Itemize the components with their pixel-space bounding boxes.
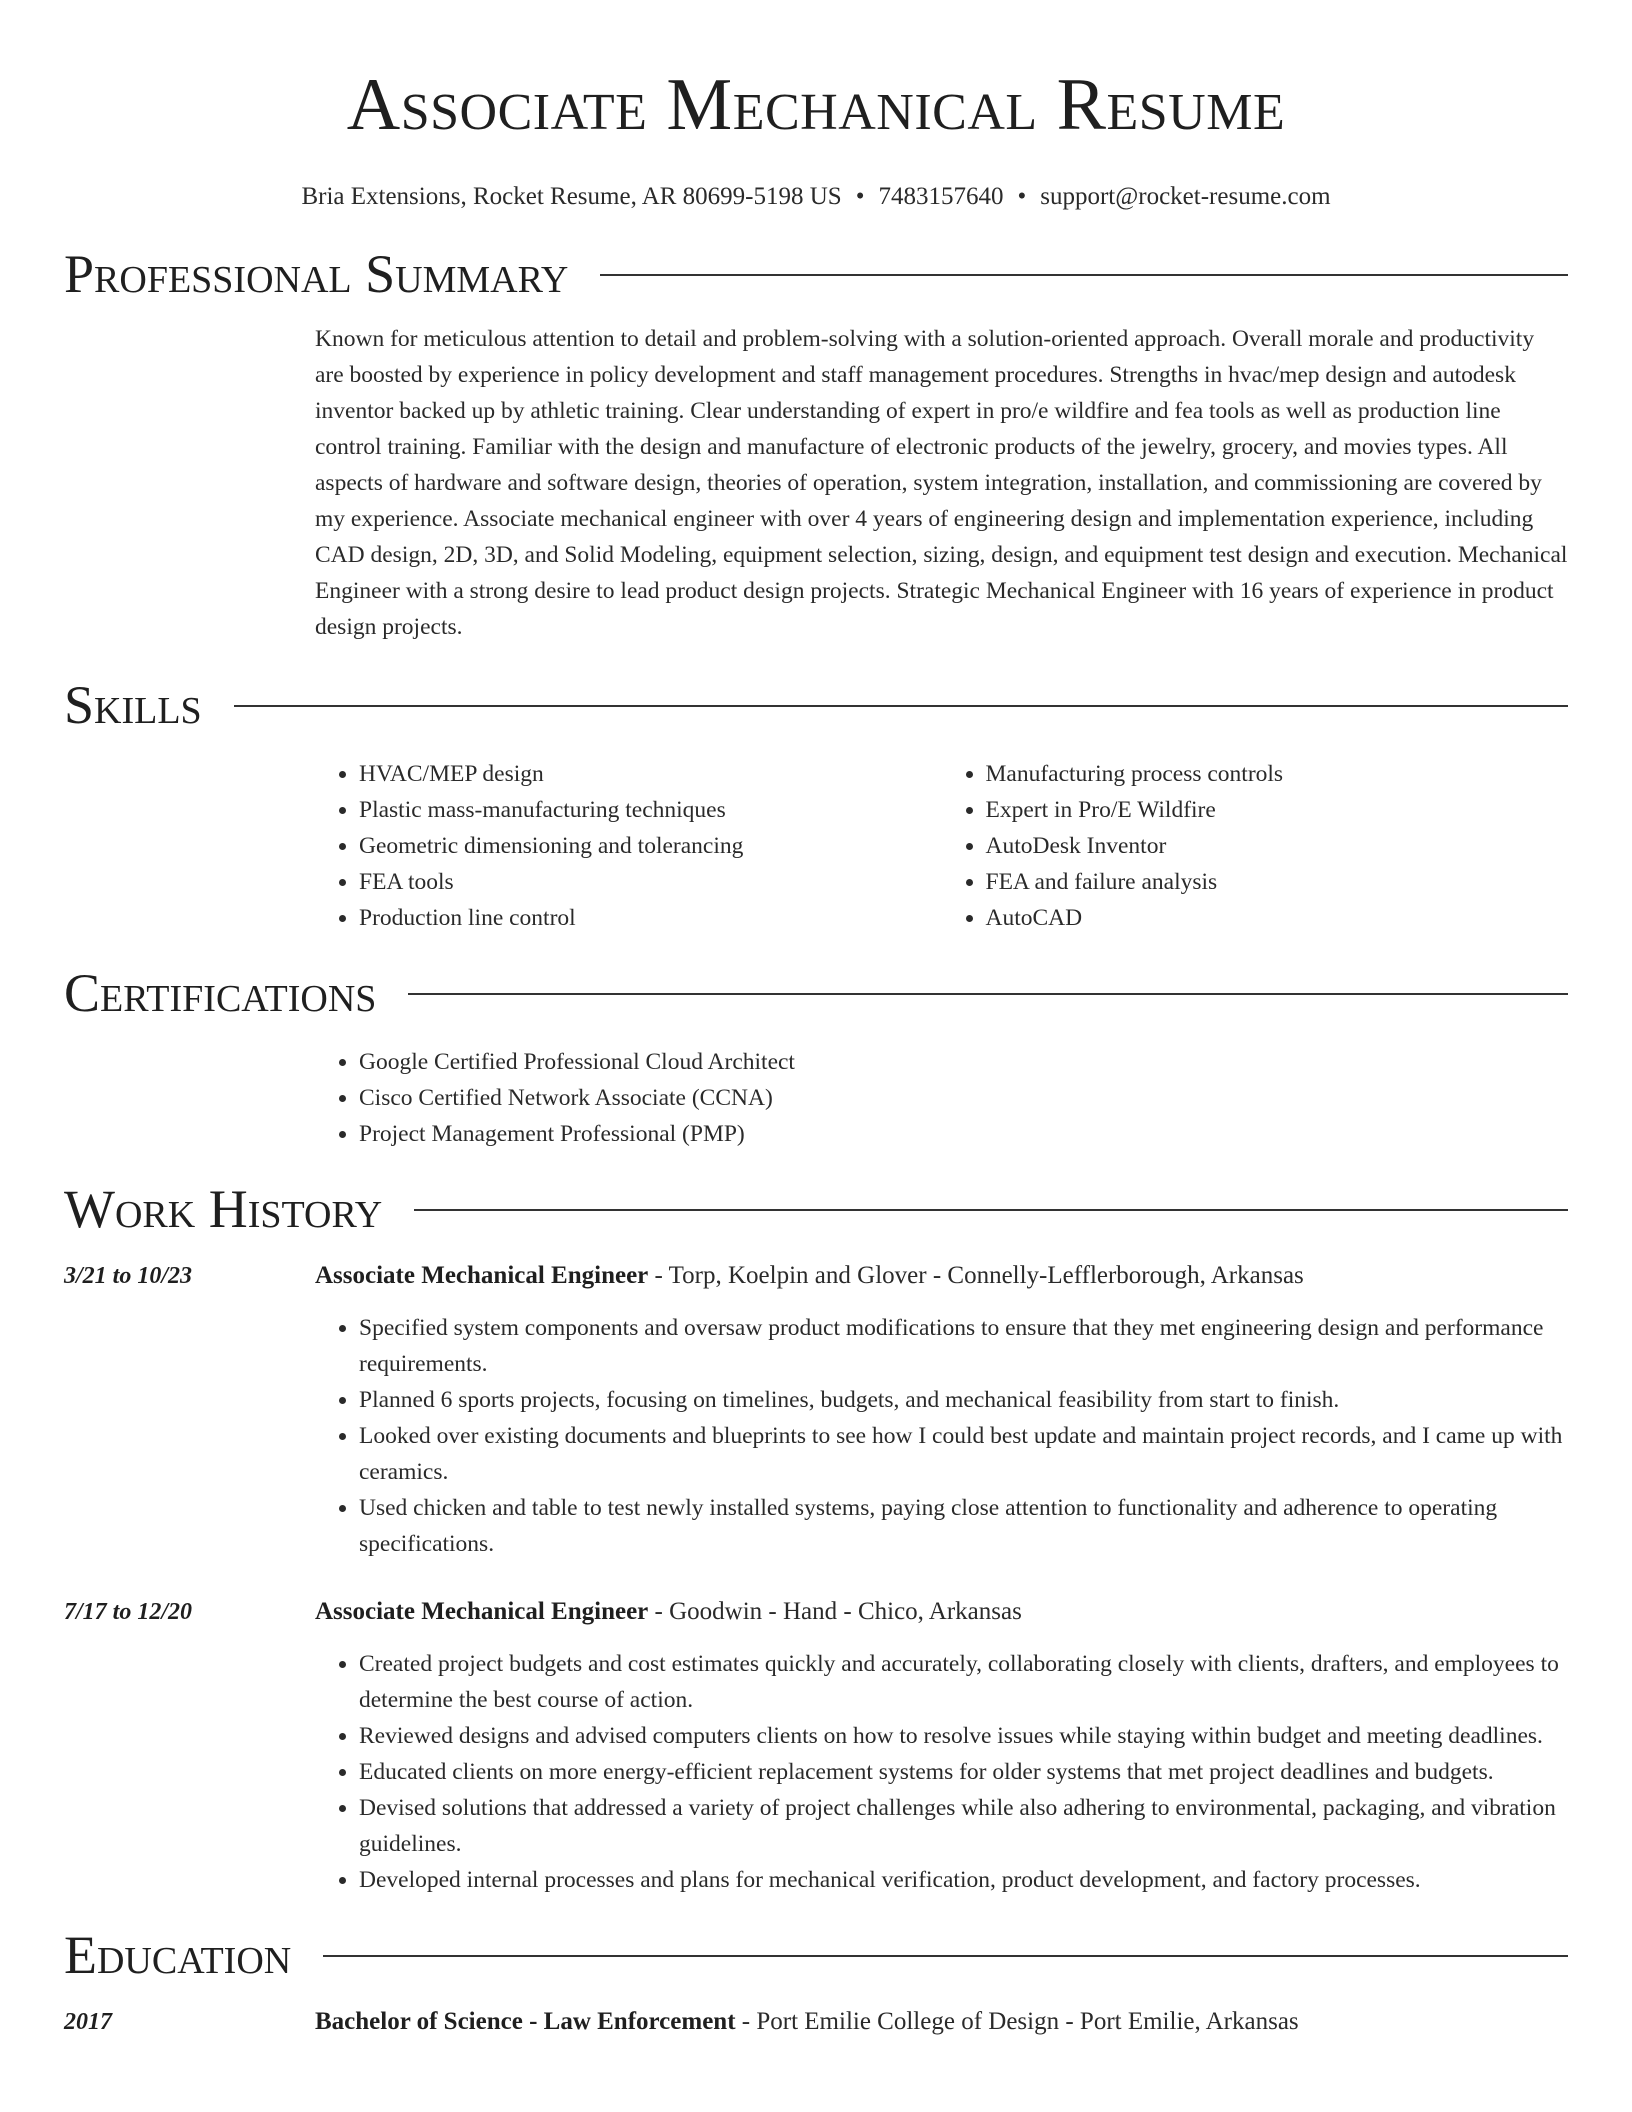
section-divider bbox=[408, 993, 1568, 995]
job-dates: 7/17 to 12/20 bbox=[64, 1599, 193, 1625]
job-bullet: • Looked over existing documents and blueprints to see how I could best update and maintain project records, and I came up with ceramics. bbox=[359, 1418, 1568, 1490]
skill-item: • FEA tools bbox=[359, 864, 942, 900]
contact-address: Bria Extensions, Rocket Resume, AR 80699-5198 US bbox=[301, 183, 842, 210]
certification-item: • Google Certified Professional Cloud Architect bbox=[359, 1044, 1568, 1080]
education-title-line bbox=[315, 2004, 1299, 2040]
section-divider bbox=[600, 274, 1568, 276]
skill-item: • Manufacturing process controls bbox=[986, 756, 1569, 792]
work-history-header bbox=[64, 1174, 1568, 1244]
skill-item: • Geometric dimensioning and tolerancing bbox=[359, 828, 942, 864]
skills-header bbox=[64, 670, 1568, 740]
job-bullet: • Developed internal processes and plans for mechanical verification, product development, and factory processes. bbox=[359, 1862, 1568, 1898]
education-year: 2017 bbox=[64, 2009, 112, 2035]
work-history-heading: Work History bbox=[64, 1179, 383, 1239]
contact-separator: • bbox=[1017, 183, 1027, 210]
education-header-row bbox=[64, 2004, 1568, 2040]
job-bullet: • Specified system components and oversaw product modifications to ensure that they met engineering design and performance requirements. bbox=[359, 1310, 1568, 1382]
education-degree: Bachelor of Science - Law Enforcement bbox=[315, 2008, 736, 2035]
job-title-line bbox=[315, 1258, 1304, 1294]
resume-page bbox=[64, 0, 1568, 2040]
summary-section bbox=[64, 239, 1568, 645]
skill-item: • FEA and failure analysis bbox=[986, 864, 1569, 900]
job-bullet: • Reviewed designs and advised computers clients on how to resolve issues while staying within budget and meeting deadlines. bbox=[359, 1718, 1568, 1754]
skill-item: • HVAC/MEP design bbox=[359, 756, 942, 792]
summary-header bbox=[64, 239, 1568, 309]
education-entry bbox=[64, 2004, 1568, 2040]
job-role: Associate Mechanical Engineer bbox=[315, 1262, 649, 1289]
job-title-line bbox=[315, 1594, 1022, 1630]
certifications-section bbox=[64, 958, 1568, 1152]
skill-item: • Plastic mass-manufacturing techniques bbox=[359, 792, 942, 828]
certifications-heading: Certifications bbox=[64, 963, 377, 1023]
skills-list-left bbox=[315, 756, 942, 936]
job-header bbox=[64, 1258, 1568, 1294]
skills-heading: Skills bbox=[64, 675, 202, 735]
summary-text: Known for meticulous attention to detail and problem-solving with a solution-oriented approach. Overall morale and productivity are boosted by experience in policy development and staff management procedures. Strengths in hvac/mep design and autodesk inventor backed up by athletic training. Clear understanding of expert in pro/e wildfire and fea tools as well as production line control training. Familiar with the design and manufacture of electronic products of the jewelry, grocery, and movies types. All aspects of hardware and software design, theories of operation, system integration, installation, and commissioning are covered by my experience. Associate mechanical engineer with over 4 years of engineering design and implementation experience, including CAD design, 2D, 3D, and Solid Modeling, equipment selection, sizing, design, and equipment test design and execution. Mechanical Engineer with a strong desire to lead product design projects. Strategic Mechanical Engineer with 16 years of experience in product design projects. bbox=[315, 326, 1568, 640]
education-section bbox=[64, 1920, 1568, 2040]
resume-title: Associate Mechanical Resume bbox=[346, 64, 1286, 146]
certifications-body bbox=[315, 1044, 1568, 1152]
job-bullet-list bbox=[315, 1646, 1568, 1898]
skills-list-right bbox=[942, 756, 1569, 936]
section-divider bbox=[234, 705, 1568, 707]
contact-separator: • bbox=[855, 183, 865, 210]
contact-line bbox=[64, 180, 1568, 214]
education-header bbox=[64, 1920, 1568, 1990]
job-bullets bbox=[315, 1646, 1568, 1898]
job-bullet-list bbox=[315, 1310, 1568, 1562]
certification-item: • Cisco Certified Network Associate (CCNA) bbox=[359, 1080, 1568, 1116]
certifications-list bbox=[315, 1044, 1568, 1152]
job-bullet: • Devised solutions that addressed a variety of project challenges while also adhering to environmental, packaging, and vibration guidelines. bbox=[359, 1790, 1568, 1862]
work-history-section bbox=[64, 1174, 1568, 1898]
skills-section bbox=[64, 670, 1568, 936]
job-details: - Torp, Koelpin and Glover - Connelly-Lefflerborough, Arkansas bbox=[648, 1262, 1304, 1289]
education-heading: Education bbox=[64, 1925, 292, 1985]
summary-heading: Professional Summary bbox=[64, 244, 569, 304]
job-header bbox=[64, 1594, 1568, 1630]
summary-body bbox=[315, 321, 1568, 645]
skill-item: • Expert in Pro/E Wildfire bbox=[986, 792, 1569, 828]
job-bullet: • Used chicken and table to test newly installed systems, paying close attention to functionality and adherence to operating specifications. bbox=[359, 1490, 1568, 1562]
skill-item: • AutoDesk Inventor bbox=[986, 828, 1569, 864]
job-dates: 3/21 to 10/23 bbox=[64, 1263, 193, 1289]
job-bullet: • Created project budgets and cost estimates quickly and accurately, collaborating closely with clients, drafters, and employees to determine the best course of action. bbox=[359, 1646, 1568, 1718]
section-divider bbox=[323, 1955, 1568, 1957]
education-details: - Port Emilie College of Design - Port Emilie, Arkansas bbox=[735, 2008, 1299, 2035]
skill-item: • Production line control bbox=[359, 900, 942, 936]
job-bullet: • Planned 6 sports projects, focusing on timelines, budgets, and mechanical feasibility from start to finish. bbox=[359, 1382, 1568, 1418]
job-bullet: • Educated clients on more energy-efficient replacement systems for older systems that met project deadlines and budgets. bbox=[359, 1754, 1568, 1790]
job-bullets bbox=[315, 1310, 1568, 1562]
job-entry bbox=[64, 1594, 1568, 1898]
contact-phone: 7483157640 bbox=[878, 183, 1004, 210]
job-details: - Goodwin - Hand - Chico, Arkansas bbox=[648, 1598, 1022, 1625]
section-divider bbox=[414, 1209, 1568, 1211]
job-entry bbox=[64, 1258, 1568, 1562]
certifications-header bbox=[64, 958, 1568, 1028]
skills-grid bbox=[315, 756, 1568, 936]
certification-item: • Project Management Professional (PMP) bbox=[359, 1116, 1568, 1152]
contact-email[interactable]: support@rocket-resume.com bbox=[1040, 183, 1331, 210]
skill-item: • AutoCAD bbox=[986, 900, 1569, 936]
job-role: Associate Mechanical Engineer bbox=[315, 1598, 649, 1625]
